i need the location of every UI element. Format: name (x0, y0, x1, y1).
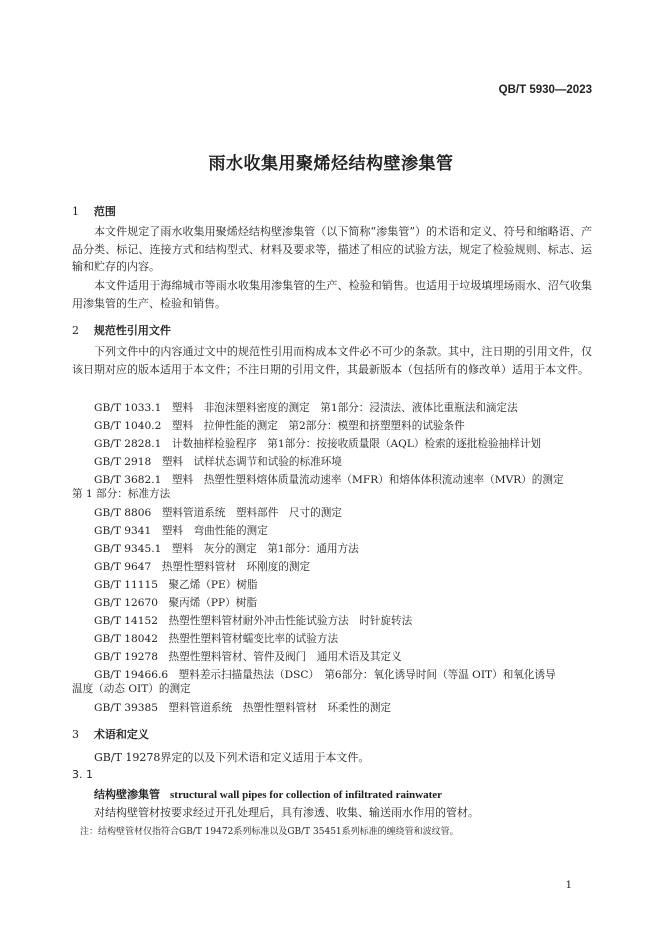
reference-title: 热塑性塑料管材蠕变比率的试验方法 (168, 633, 339, 645)
reference-code: GB/T 9341 (94, 525, 152, 537)
reference-code: GB/T 9647 (94, 561, 152, 573)
reference-continuation: 温度（动态 OIT）的测定 (72, 683, 191, 695)
reference-item (94, 523, 268, 538)
reference-item (94, 631, 338, 646)
section-3-heading (72, 726, 149, 742)
section-1-number: 1 (72, 205, 79, 218)
scope-paragraph-1: 本文件规定了雨水收集用聚烯烃结构壁渗集管（以下简称“渗集管”）的术语和定义、符号和缩略语、产品分类、标记、连接方式和结构型式、材料及要求等，描述了相应的试验方法，规定了检验规则、标志、运输和贮存的内容。 (72, 225, 592, 273)
section-2-number: 2 (72, 324, 79, 337)
reference-title: 热塑性塑料管材、管件及阀门 通用术语及其定义 (168, 651, 402, 663)
reference-code: GB/T 9345.1 (94, 543, 162, 555)
standard-code: QB/T 5930—2023 (498, 84, 592, 96)
reference-title: 热塑性塑料管材 环刚度的测定 (161, 561, 311, 573)
reference-code: GB/T 3682.1 (94, 474, 162, 486)
section-3-number: 3 (72, 728, 79, 741)
reference-item (94, 613, 412, 628)
reference-code: GB/T 1033.1 (94, 402, 162, 414)
reference-item (94, 667, 556, 682)
reference-title: 计数抽样检验程序 第1部分：按接收质量限（AQL）检索的逐批检验抽样计划 (171, 438, 542, 450)
reference-item (94, 577, 258, 592)
reference-code: GB/T 2828.1 (94, 438, 162, 450)
scope-paragraph-2: 本文件适用于海绵城市等雨水收集用渗集管的生产、检验和销售。也适用于垃圾填埋场雨水、沼气收集用渗集管的生产、检验和销售。 (72, 279, 592, 310)
reference-code: GB/T 12670 (94, 597, 158, 609)
reference-code: GB/T 14152 (94, 615, 158, 627)
section-2-heading (72, 322, 171, 338)
reference-title: 聚丙烯（PP）树脂 (168, 597, 257, 609)
reference-title: 塑料 试样状态调节和试验的标准环境 (161, 456, 342, 468)
reference-title: 塑料 非泡沫塑料密度的测定 第1部分：浸渍法、液体比重瓶法和滴定法 (171, 402, 518, 414)
term-note: 注：结构壁管材仅指符合GB/T 19472系列标准以及GB/T 35451系列标准的缠绕管和波纹管。 (80, 827, 459, 837)
term-chinese: 结构壁渗集管 (94, 788, 160, 801)
reference-code: GB/T 18042 (94, 633, 158, 645)
reference-item (94, 454, 342, 469)
term-heading (94, 786, 442, 802)
reference-title: 聚乙烯（PE）树脂 (168, 579, 258, 591)
reference-item (94, 505, 342, 520)
reference-code: GB/T 19278 (94, 651, 158, 663)
reference-continuation: 第 1 部分：标准方法 (72, 488, 171, 500)
term-english: structural wall pipes for collection of infiltrated rainwater (170, 789, 442, 801)
page-number: 1 (565, 880, 572, 891)
reference-code: GB/T 2918 (94, 456, 152, 468)
reference-title: 热塑性塑料管材耐外冲击性能试验方法 时针旋转法 (168, 615, 413, 627)
term-definition: 对结构壁管材按要求经过开孔处理后，具有渗透、收集、输送雨水作用的管材。 (94, 806, 479, 819)
section-2-title: 规范性引用文件 (93, 324, 171, 337)
reference-title: 塑料管道系统 热塑性塑料管材 环柔性的测定 (168, 702, 392, 714)
reference-code: GB/T 39385 (94, 702, 158, 714)
reference-title: 塑料 热塑性塑料熔体质量流动速率（MFR）和熔体体积流动速率（MVR）的测定 (171, 474, 564, 486)
references-intro: 下列文件中的内容通过文中的规范性引用而构成本文件必不可少的条款。其中，注日期的引用文件，仅该日期对应的版本适用于本文件；不注日期的引用文件，其最新版本（包括所有的修改单）适用于本文件。 (72, 345, 592, 376)
section-1-title: 范围 (93, 205, 116, 218)
reference-item (94, 541, 359, 556)
reference-item (94, 700, 391, 715)
reference-title: 塑料 弯曲性能的测定 (161, 525, 268, 537)
reference-code: GB/T 11115 (94, 579, 158, 591)
reference-item (94, 400, 518, 415)
reference-code: GB/T 19466.6 (94, 669, 169, 681)
reference-item (94, 595, 257, 610)
reference-item (94, 559, 310, 574)
reference-code: GB/T 8806 (94, 507, 152, 519)
reference-item (94, 418, 465, 433)
reference-item (94, 436, 541, 451)
reference-title: 塑料差示扫描量热法（DSC） 第6部分：氧化诱导时间（等温 OIT）和氧化诱导 (178, 669, 556, 681)
reference-title: 塑料 拉伸性能的测定 第2部分：模塑和挤塑塑料的试验条件 (171, 420, 465, 432)
term-number: 3. 1 (72, 768, 93, 781)
reference-item (94, 472, 564, 487)
reference-code: GB/T 1040.2 (94, 420, 162, 432)
terms-intro: GB/T 19278界定的以及下列术语和定义适用于本文件。 (94, 751, 370, 764)
reference-title: 塑料管道系统 塑料部件 尺寸的测定 (161, 507, 342, 519)
document-title: 雨水收集用聚烯烃结构壁渗集管 (208, 154, 454, 174)
reference-title: 塑料 灰分的测定 第1部分：通用方法 (171, 543, 359, 555)
reference-item (94, 649, 402, 664)
section-3-title: 术语和定义 (93, 728, 149, 741)
section-1-heading (72, 203, 116, 219)
